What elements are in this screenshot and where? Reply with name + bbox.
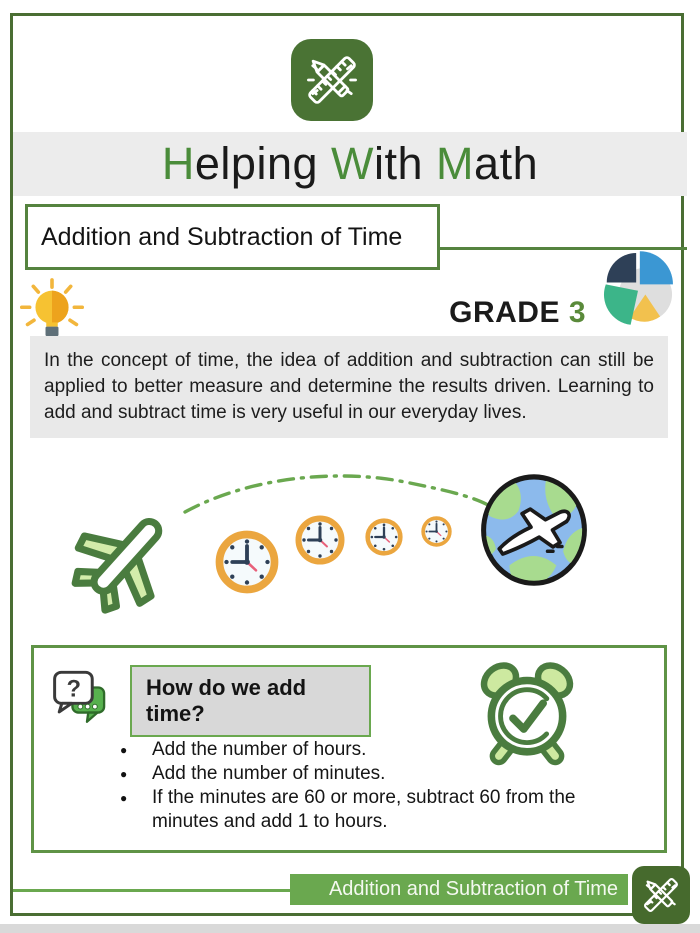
brand-banner <box>13 132 687 196</box>
question-speech-bubbles-icon <box>50 666 116 738</box>
worksheet-title-box <box>25 204 440 270</box>
brand-letter: M <box>436 138 475 189</box>
footer-title-bar <box>290 874 628 905</box>
grade-label: GRADE 3 <box>449 296 586 329</box>
pencil-ruler-icon <box>639 873 683 917</box>
brand-letter: H <box>161 138 195 189</box>
clock-icon <box>215 530 279 594</box>
clock-icon <box>295 515 345 565</box>
footer-title: Addition and Subtraction of Time <box>328 878 618 900</box>
airplane-icon <box>60 500 188 618</box>
brand-logo <box>291 39 373 121</box>
footer-brand-logo <box>632 866 690 924</box>
worksheet-title: Addition and Subtraction of Time <box>41 222 403 251</box>
list-item: ● Add the number of minutes. <box>94 762 594 786</box>
clock-icon <box>365 518 403 556</box>
question-mark: ? <box>66 675 82 703</box>
lesson-box <box>31 645 667 853</box>
brand-letter: W <box>331 138 374 189</box>
question-heading: How do we add time? <box>146 675 307 726</box>
brand-title: Helping With Math <box>161 138 539 189</box>
pencil-ruler-icon <box>301 49 363 111</box>
intro-paragraph: In the concept of time, the idea of addition and subtraction can still be applied to better measure and determine the results driven. Learning to add and subtract time is very useful in our everyday lives. <box>30 336 668 438</box>
grade-number: 3 <box>568 296 586 329</box>
pie-chart-icon <box>591 242 685 334</box>
page-edge-shadow <box>0 924 700 933</box>
list-item: ● If the minutes are 60 or more, subtract 60 from the minutes and add 1 to hours. <box>94 786 594 834</box>
steps-list <box>94 738 594 834</box>
clock-icon <box>421 516 452 547</box>
question-heading-box <box>130 665 371 737</box>
globe-airplane-icon <box>478 471 590 589</box>
list-item: ● Add the number of hours. <box>94 738 594 762</box>
footer-line <box>13 889 290 892</box>
